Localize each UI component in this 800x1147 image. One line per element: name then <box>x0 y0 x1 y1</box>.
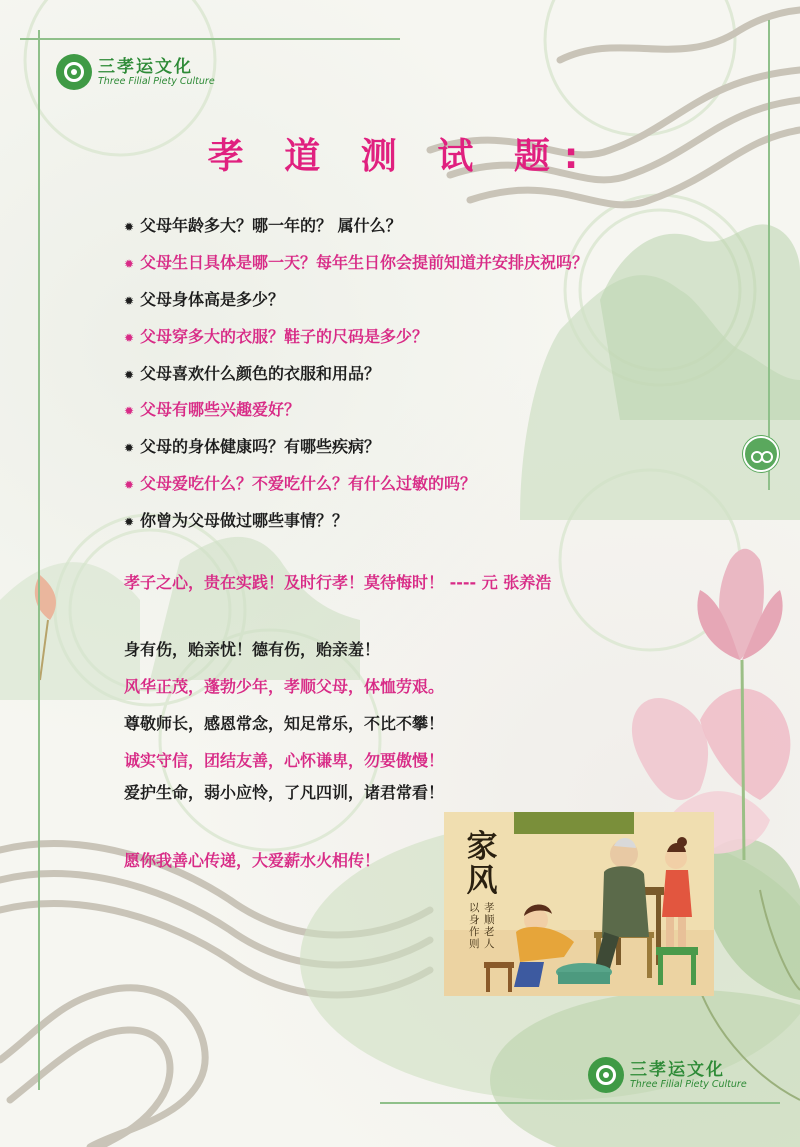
brand-name-en: Three Filial Piety Culture <box>98 75 215 87</box>
question-item <box>124 503 588 540</box>
question-item <box>124 392 588 429</box>
bullet-icon: ✹ <box>124 330 135 345</box>
family-illustration <box>444 812 714 996</box>
verse-line: 尊敬师长，感恩常念，知足常乐，不比不攀！ <box>124 714 445 733</box>
question-text: 父母爱吃什么？不爱吃什么？有什么过敏的吗？ <box>140 474 477 494</box>
illustration-figures <box>444 812 714 996</box>
illustration-caption-right: 孝顺老人 <box>484 902 495 950</box>
brand-name-en: Three Filial Piety Culture <box>630 1078 747 1090</box>
logo-icon <box>588 1057 624 1093</box>
brand-logo-bottom <box>588 1057 747 1093</box>
quote-line: 孝子之心，贵在实践！及时行孝！莫待悔时！ ---- 元 张养浩 <box>124 573 552 592</box>
frame-bottom-line <box>380 1102 780 1104</box>
verse-line: 诚实守信，团结友善，心怀谦卑，勿要傲慢！ <box>124 751 445 770</box>
bicycle-icon <box>743 436 779 472</box>
question-text: 父母身体高是多少？ <box>140 289 285 309</box>
question-text: 父母年龄多大？哪一年的？ 属什么？ <box>140 216 402 235</box>
question-item <box>124 466 588 503</box>
question-list <box>124 208 588 540</box>
frame-left-line <box>38 30 40 1090</box>
question-item <box>124 282 588 319</box>
verse-line: 身有伤，贻亲忧！德有伤，贻亲羞！ <box>124 640 381 659</box>
bullet-icon: ✹ <box>124 478 135 493</box>
bullet-icon: ✹ <box>124 256 135 271</box>
frame-top-line <box>20 38 400 40</box>
question-item <box>124 356 588 393</box>
logo-icon <box>56 54 92 90</box>
bullet-icon: ✹ <box>124 404 135 419</box>
question-text: 你曾为父母做过哪些事情？？ <box>140 511 349 531</box>
question-text: 父母的身体健康吗？有哪些疾病？ <box>140 437 381 457</box>
bullet-icon: ✹ <box>124 220 135 234</box>
bullet-icon: ✹ <box>124 441 135 456</box>
question-text: 父母生日具体是哪一天？每年生日你会提前知道并安排庆祝吗？ <box>140 252 589 272</box>
question-text: 父母有哪些兴趣爱好？ <box>140 400 301 420</box>
illustration-caption-left: 以身作则 <box>469 902 480 950</box>
brand-name-zh: 三孝运文化 <box>630 1059 725 1080</box>
question-item <box>124 245 588 282</box>
verse-line: 风华正茂，蓬勃少年，孝顺父母，体恤劳艰。 <box>124 677 445 696</box>
brand-name-zh: 三孝运文化 <box>98 56 193 77</box>
page-title: 孝 道 测 试 题: <box>207 136 593 177</box>
question-item <box>124 208 588 245</box>
bullet-icon: ✹ <box>124 367 135 382</box>
closing-line: 愿你我善心传递，大爱薪水火相传！ <box>124 851 381 870</box>
frame-right-line <box>768 20 770 490</box>
bullet-icon: ✹ <box>124 515 135 530</box>
question-text: 父母喜欢什么颜色的衣服和用品？ <box>140 363 381 383</box>
illustration-headline: 家风 <box>466 829 498 899</box>
question-item <box>124 429 588 466</box>
verse-line: 爱护生命，弱小应怜，了凡四训，诸君常看！ <box>124 783 445 802</box>
question-text: 父母穿多大的衣服？鞋子的尺码是多少？ <box>140 326 429 346</box>
bullet-icon: ✹ <box>124 293 135 308</box>
question-item <box>124 319 588 356</box>
brand-logo-top <box>56 54 215 90</box>
